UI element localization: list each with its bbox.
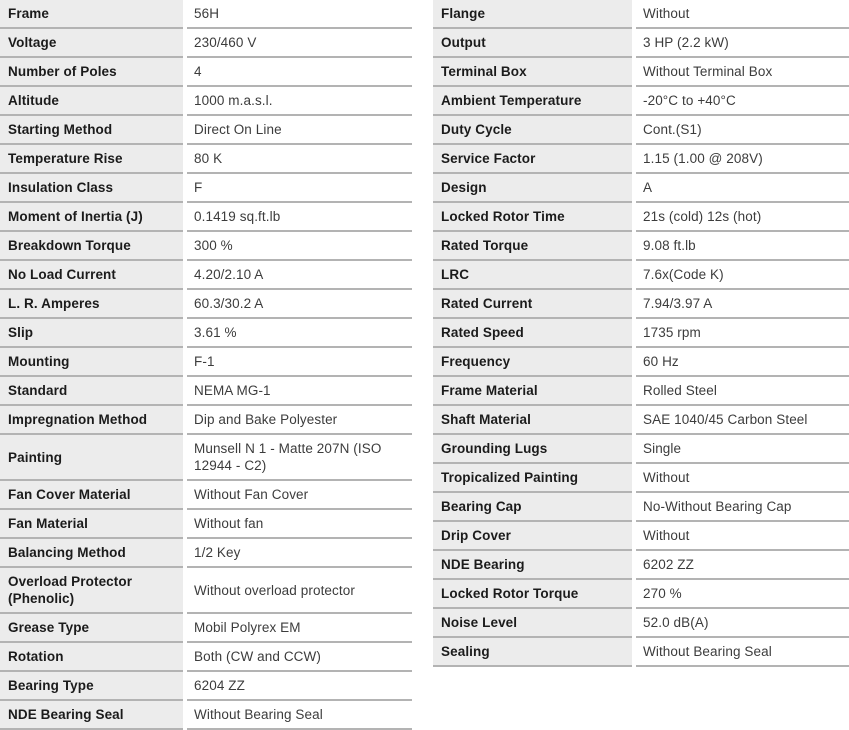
spec-value: 60.3/30.2 A: [187, 290, 412, 319]
spec-row: [433, 406, 849, 435]
spec-value: 6204 ZZ: [187, 672, 412, 701]
spec-label: Number of Poles: [0, 58, 183, 87]
spec-label: NDE Bearing: [433, 551, 632, 580]
spec-row: [433, 0, 849, 29]
spec-value: Without: [636, 522, 849, 551]
spec-label: Design: [433, 174, 632, 203]
spec-label: Rated Torque: [433, 232, 632, 261]
spec-value: No-Without Bearing Cap: [636, 493, 849, 522]
spec-label: Frame: [0, 0, 183, 29]
spec-label: Tropicalized Painting: [433, 464, 632, 493]
spec-value: 300 %: [187, 232, 412, 261]
spec-label: Grease Type: [0, 614, 183, 643]
spec-label: Temperature Rise: [0, 145, 183, 174]
spec-value: Without Terminal Box: [636, 58, 849, 87]
spec-value: 4: [187, 58, 412, 87]
spec-label: Fan Material: [0, 510, 183, 539]
spec-value: 80 K: [187, 145, 412, 174]
spec-row: [0, 510, 412, 539]
spec-value: 3 HP (2.2 kW): [636, 29, 849, 58]
spec-label: Frequency: [433, 348, 632, 377]
spec-row: [433, 377, 849, 406]
spec-row: [433, 435, 849, 464]
spec-row: [0, 701, 412, 730]
spec-row: [0, 145, 412, 174]
spec-row: [433, 290, 849, 319]
spec-label: Painting: [0, 435, 183, 481]
spec-label: Noise Level: [433, 609, 632, 638]
spec-label: Terminal Box: [433, 58, 632, 87]
spec-row: [433, 551, 849, 580]
spec-row: [0, 406, 412, 435]
spec-row: [0, 319, 412, 348]
spec-label: Balancing Method: [0, 539, 183, 568]
spec-value: 1.15 (1.00 @ 208V): [636, 145, 849, 174]
spec-label: Rotation: [0, 643, 183, 672]
spec-value: Both (CW and CCW): [187, 643, 412, 672]
spec-value: NEMA MG-1: [187, 377, 412, 406]
spec-label: Locked Rotor Torque: [433, 580, 632, 609]
spec-label: Flange: [433, 0, 632, 29]
spec-value: 1000 m.a.s.l.: [187, 87, 412, 116]
spec-row: [0, 348, 412, 377]
spec-row: [0, 87, 412, 116]
spec-label: Altitude: [0, 87, 183, 116]
spec-label: Ambient Temperature: [433, 87, 632, 116]
spec-value: Without fan: [187, 510, 412, 539]
spec-row: [433, 203, 849, 232]
spec-value: F-1: [187, 348, 412, 377]
spec-row: [0, 481, 412, 510]
spec-value: Without overload protector: [187, 568, 412, 614]
spec-label: Locked Rotor Time: [433, 203, 632, 232]
spec-row: [0, 614, 412, 643]
spec-value: 230/460 V: [187, 29, 412, 58]
spec-label: LRC: [433, 261, 632, 290]
spec-label: Slip: [0, 319, 183, 348]
spec-label: Insulation Class: [0, 174, 183, 203]
spec-row: [433, 145, 849, 174]
spec-value: 56H: [187, 0, 412, 29]
spec-table-right: [433, 0, 849, 667]
spec-row: [0, 203, 412, 232]
spec-label: Standard: [0, 377, 183, 406]
spec-label: Bearing Type: [0, 672, 183, 701]
spec-value: Munsell N 1 - Matte 207N (ISO 12944 - C2): [187, 435, 412, 481]
spec-row: [433, 261, 849, 290]
spec-row: [0, 58, 412, 87]
spec-value: 6202 ZZ: [636, 551, 849, 580]
spec-value: Rolled Steel: [636, 377, 849, 406]
spec-row: [0, 0, 412, 29]
spec-label: Sealing: [433, 638, 632, 667]
spec-row: [433, 348, 849, 377]
spec-row: [0, 672, 412, 701]
spec-row: [0, 116, 412, 145]
spec-value: A: [636, 174, 849, 203]
spec-row: [433, 638, 849, 667]
spec-label: Bearing Cap: [433, 493, 632, 522]
spec-value: Without: [636, 0, 849, 29]
spec-value: Without Bearing Seal: [187, 701, 412, 730]
spec-row: [433, 58, 849, 87]
spec-value: 21s (cold) 12s (hot): [636, 203, 849, 232]
spec-label: Shaft Material: [433, 406, 632, 435]
spec-value: 0.1419 sq.ft.lb: [187, 203, 412, 232]
spec-value: 270 %: [636, 580, 849, 609]
spec-label: Impregnation Method: [0, 406, 183, 435]
spec-label: Duty Cycle: [433, 116, 632, 145]
spec-value: 1735 rpm: [636, 319, 849, 348]
spec-label: Mounting: [0, 348, 183, 377]
spec-row: [433, 29, 849, 58]
spec-label: NDE Bearing Seal: [0, 701, 183, 730]
spec-row: [0, 539, 412, 568]
spec-value: Without: [636, 464, 849, 493]
spec-value: Without Bearing Seal: [636, 638, 849, 667]
spec-row: [0, 377, 412, 406]
spec-label: Drip Cover: [433, 522, 632, 551]
spec-row: [433, 493, 849, 522]
spec-label: No Load Current: [0, 261, 183, 290]
spec-value: Single: [636, 435, 849, 464]
spec-value: Dip and Bake Polyester: [187, 406, 412, 435]
spec-row: [0, 290, 412, 319]
spec-row: [433, 116, 849, 145]
spec-row: [0, 568, 412, 614]
spec-value: 60 Hz: [636, 348, 849, 377]
spec-label: Moment of Inertia (J): [0, 203, 183, 232]
spec-value: 7.94/3.97 A: [636, 290, 849, 319]
spec-value: 52.0 dB(A): [636, 609, 849, 638]
spec-row: [433, 87, 849, 116]
spec-value: F: [187, 174, 412, 203]
spec-value: Mobil Polyrex EM: [187, 614, 412, 643]
spec-label: Frame Material: [433, 377, 632, 406]
spec-value: 7.6x(Code K): [636, 261, 849, 290]
spec-value: 3.61 %: [187, 319, 412, 348]
spec-row: [433, 319, 849, 348]
spec-row: [433, 580, 849, 609]
spec-row: [433, 609, 849, 638]
spec-value: SAE 1040/45 Carbon Steel: [636, 406, 849, 435]
spec-row: [0, 29, 412, 58]
spec-label: Overload Protector (Phenolic): [0, 568, 183, 614]
spec-value: -20°C to +40°C: [636, 87, 849, 116]
spec-value: 1/2 Key: [187, 539, 412, 568]
spec-row: [0, 261, 412, 290]
spec-row: [433, 232, 849, 261]
spec-row: [433, 464, 849, 493]
spec-label: Service Factor: [433, 145, 632, 174]
spec-label: Breakdown Torque: [0, 232, 183, 261]
spec-row: [0, 435, 412, 481]
spec-value: Direct On Line: [187, 116, 412, 145]
spec-value: 9.08 ft.lb: [636, 232, 849, 261]
spec-label: Rated Current: [433, 290, 632, 319]
spec-label: Voltage: [0, 29, 183, 58]
spec-label: L. R. Amperes: [0, 290, 183, 319]
spec-row: [433, 522, 849, 551]
spec-label: Grounding Lugs: [433, 435, 632, 464]
spec-value: Without Fan Cover: [187, 481, 412, 510]
spec-table-left: [0, 0, 412, 730]
spec-value: 4.20/2.10 A: [187, 261, 412, 290]
spec-label: Fan Cover Material: [0, 481, 183, 510]
spec-label: Starting Method: [0, 116, 183, 145]
spec-row: [0, 643, 412, 672]
spec-row: [433, 174, 849, 203]
spec-value: Cont.(S1): [636, 116, 849, 145]
spec-label: Output: [433, 29, 632, 58]
spec-row: [0, 174, 412, 203]
spec-row: [0, 232, 412, 261]
spec-label: Rated Speed: [433, 319, 632, 348]
